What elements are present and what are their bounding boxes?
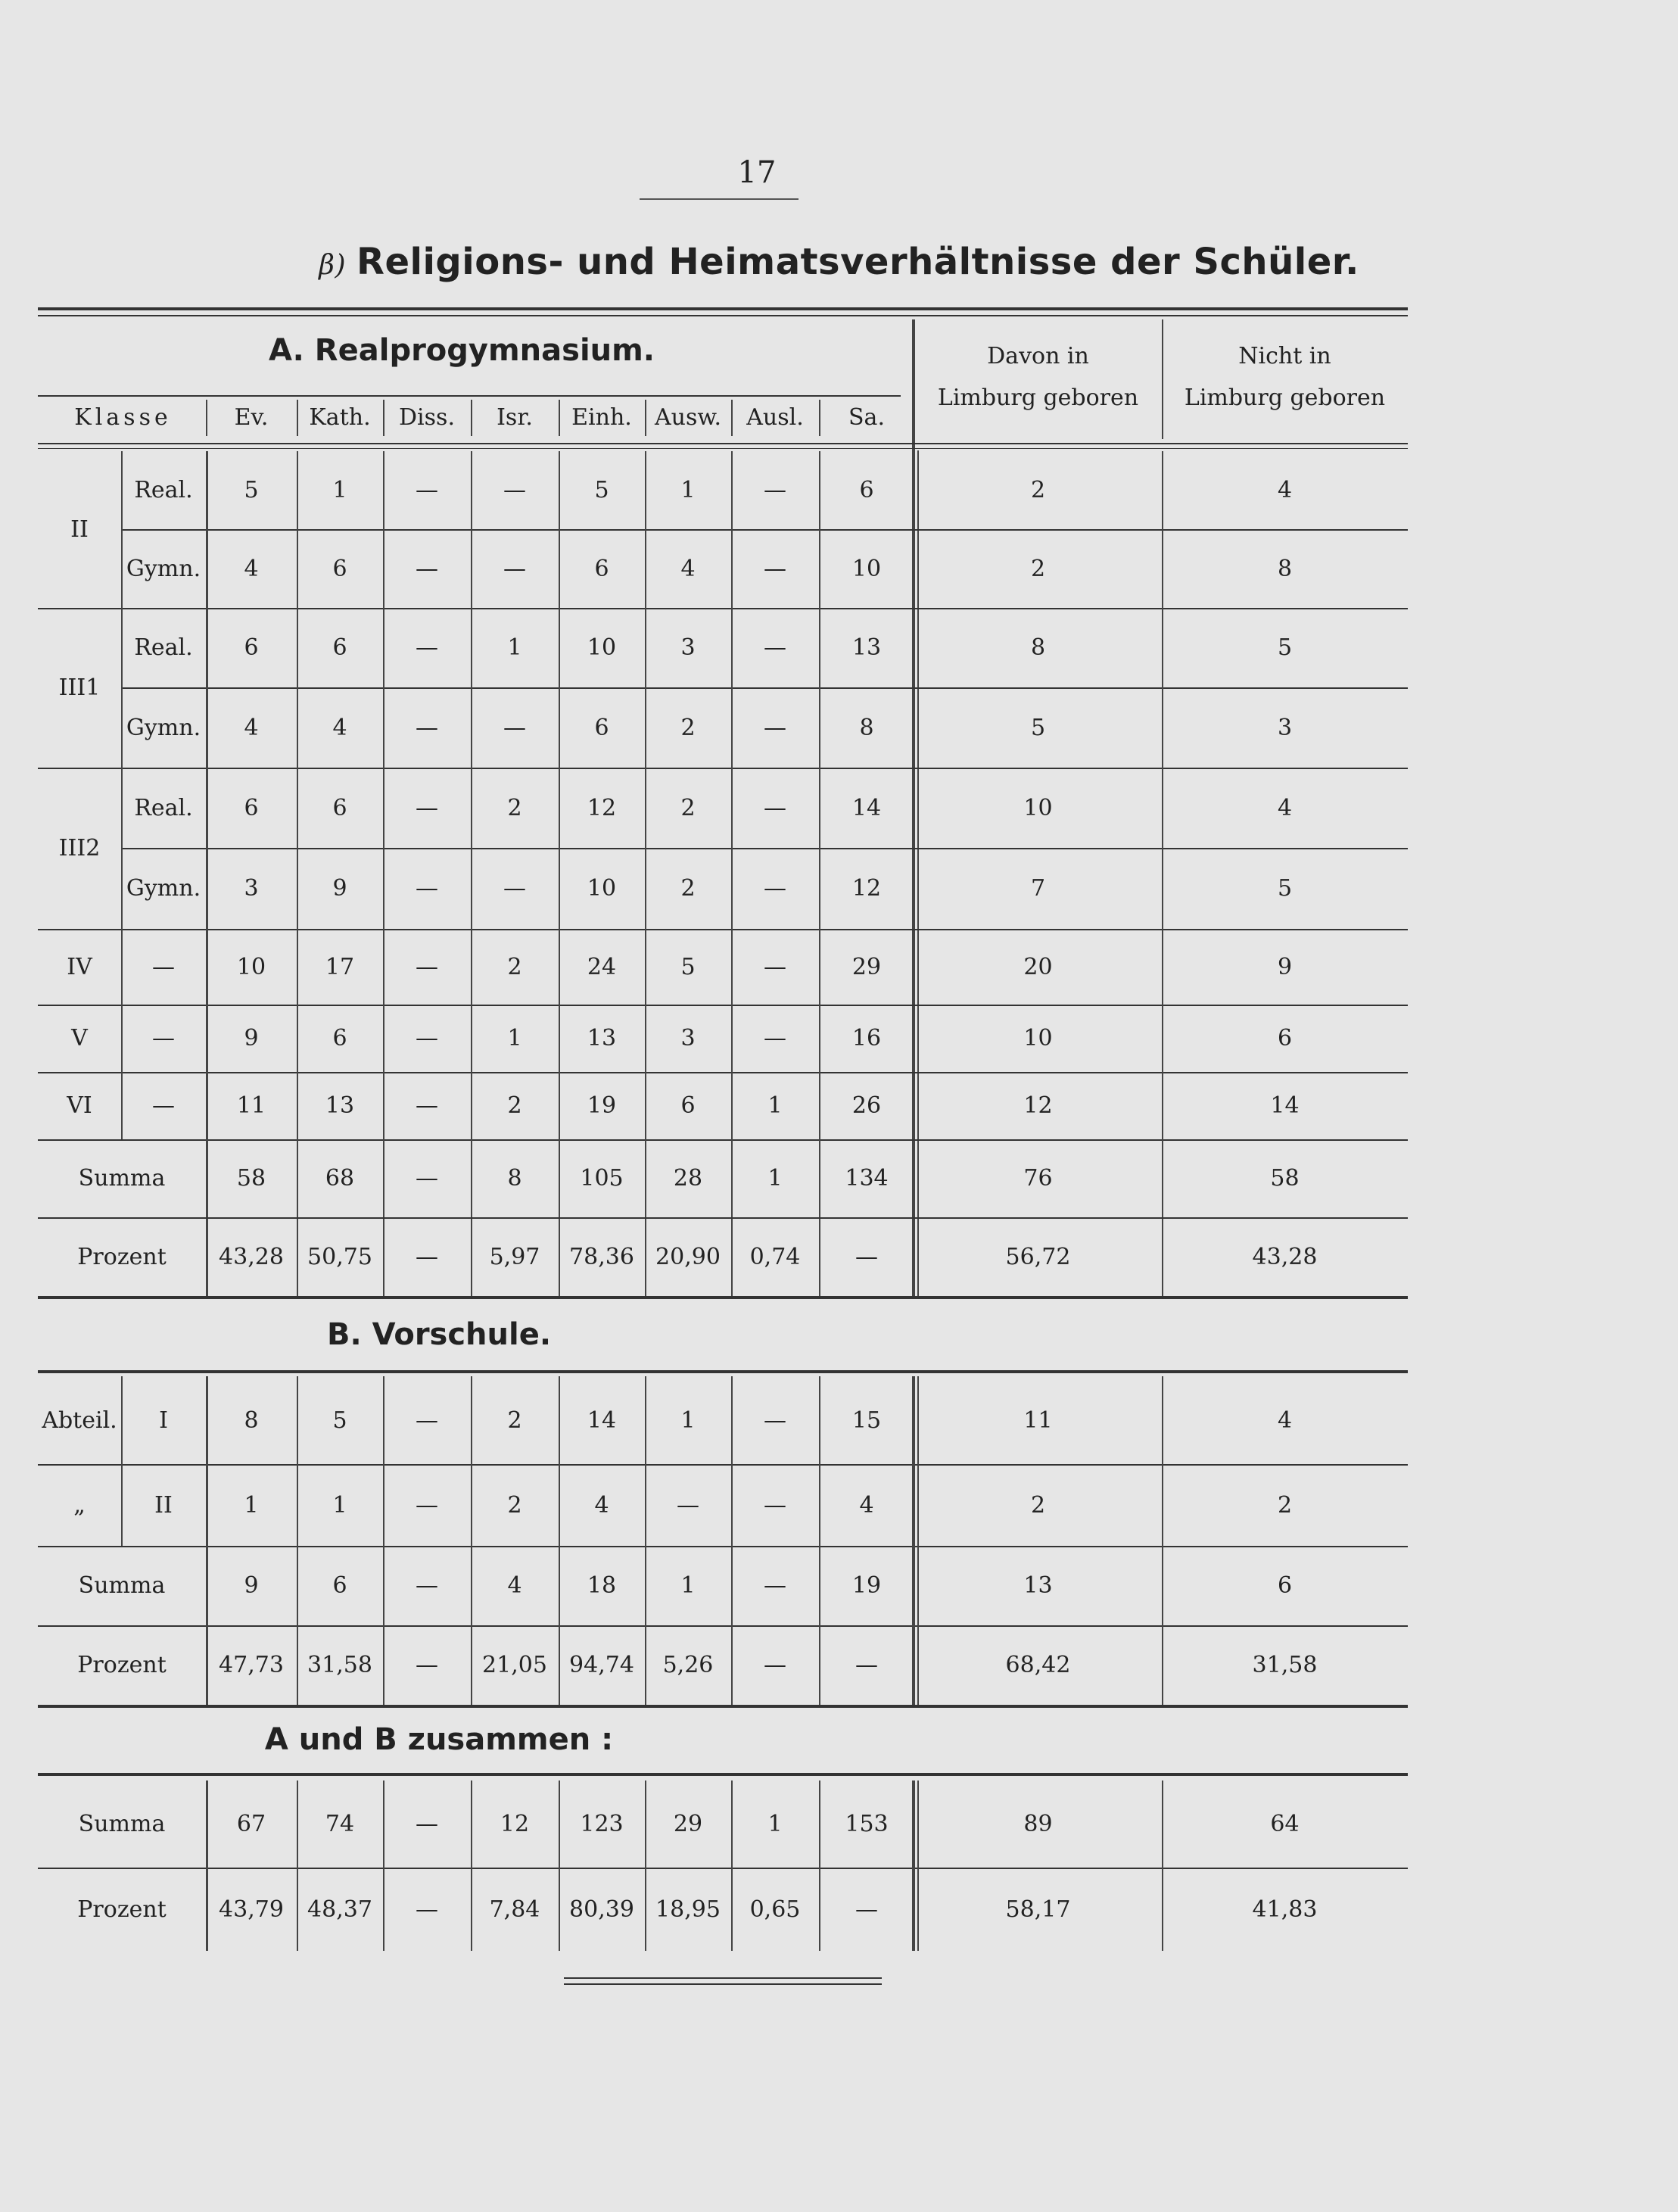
table-cell: 58 [1270, 1165, 1300, 1192]
table-cell: 78,36 [569, 1243, 634, 1270]
table-cell: 6 [332, 634, 347, 661]
row-class-label: IV [67, 953, 92, 980]
double-rule-right [917, 1781, 919, 1951]
table-cell: — [503, 477, 526, 503]
table-cell: 89 [1023, 1811, 1053, 1837]
table-cell: — [503, 555, 526, 582]
table-cell: 43,79 [219, 1896, 284, 1923]
table-cell: 5 [1277, 875, 1293, 902]
nicht-header-line1: Nicht in [1238, 342, 1331, 369]
page-title [0, 241, 1678, 283]
table-cell: 2 [507, 953, 522, 980]
group-rule [38, 608, 1408, 609]
table-cell: 31,58 [307, 1652, 372, 1678]
table-cell: 6 [332, 555, 347, 582]
column-header: Diss. [399, 403, 455, 431]
table-cell: 8 [1277, 555, 1293, 582]
row-subclass: Real. [134, 634, 193, 661]
table-cell: 2 [680, 794, 696, 821]
column-rule [731, 1376, 733, 1705]
table-cell: 13 [851, 634, 882, 661]
table-cell: 28 [673, 1165, 703, 1192]
table-cell: 10 [587, 875, 617, 902]
table-cell: 6 [1277, 1572, 1293, 1599]
table-cell: 0,65 [749, 1896, 801, 1923]
table-cell: 58,17 [1005, 1896, 1071, 1923]
row-class-label: „ [73, 1491, 86, 1519]
table-cell: 19 [851, 1572, 882, 1599]
table-cell: — [855, 1243, 878, 1270]
table-cell: — [764, 1025, 786, 1051]
row-subclass: — [152, 1025, 175, 1051]
header-divider [383, 400, 384, 436]
summa-label: Summa [78, 1165, 166, 1192]
section-b-top-rule [38, 1370, 1408, 1373]
table-cell: 9 [332, 875, 347, 902]
table-cell: 2 [1030, 555, 1046, 582]
davon-nicht-divider [1162, 319, 1163, 439]
table-cell: 10 [1023, 1025, 1053, 1051]
table-cell: — [855, 1896, 878, 1923]
table-cell: — [503, 714, 526, 741]
table-cell: — [764, 714, 786, 741]
table-cell: 20 [1023, 953, 1053, 980]
row-subclass: Gymn. [126, 555, 201, 582]
table-cell: 4 [507, 1572, 522, 1599]
prozent-label: Prozent [77, 1243, 167, 1270]
table-cell: 48,37 [307, 1896, 372, 1923]
row-class-label: Abteil. [42, 1407, 117, 1434]
column-header: Kath. [309, 403, 371, 431]
header-divider [645, 400, 646, 436]
table-cell: 6 [332, 1572, 347, 1599]
table-cell: 8 [507, 1165, 522, 1192]
double-rule-left [912, 1376, 915, 1705]
table-cell: — [503, 875, 526, 902]
section-c-top-rule [38, 1773, 1408, 1776]
table-cell: — [416, 1165, 438, 1192]
column-rule [297, 1781, 298, 1951]
table-cell: 6 [680, 1092, 696, 1119]
table-cell: 14 [587, 1407, 617, 1434]
table-cell: — [416, 1896, 438, 1923]
header-divider [471, 400, 472, 436]
column-header: Ev. [234, 403, 269, 431]
group-rule [38, 929, 1408, 930]
column-rule [383, 1376, 384, 1705]
table-cell: 4 [1277, 794, 1293, 821]
page-number-rule [640, 198, 799, 200]
table-cell: 10 [1023, 794, 1053, 821]
table-cell: 5 [1030, 714, 1046, 741]
table-cell: 29 [851, 953, 882, 980]
nicht-header-line2: Limburg geboren [1184, 384, 1386, 411]
table-cell: 19 [587, 1092, 617, 1119]
klasse-header: Klasse [74, 403, 172, 431]
table-cell: 11 [1023, 1407, 1053, 1434]
row-subclass: — [152, 1092, 175, 1119]
table-cell: 14 [1270, 1092, 1300, 1119]
table-cell: 2 [507, 1491, 522, 1519]
table-cell: — [416, 953, 438, 980]
table-cell: — [764, 477, 786, 503]
table-cell: 13 [325, 1092, 355, 1119]
column-rule [645, 1781, 646, 1951]
table-cell: 43,28 [1252, 1243, 1318, 1270]
table-cell: 1 [680, 477, 696, 503]
header-bottom-rule [38, 443, 1408, 444]
column-header: Isr. [497, 403, 533, 431]
table-cell: 6 [859, 477, 874, 503]
table-cell: 7,84 [489, 1896, 540, 1923]
row-class-label: II [70, 516, 89, 543]
table-cell: 7 [1030, 875, 1046, 902]
table-cell: 1 [332, 1491, 347, 1519]
table-cell: 2 [1030, 1491, 1046, 1519]
table-cell: — [764, 634, 786, 661]
table-cell: — [416, 714, 438, 741]
summa-label: Summa [78, 1572, 166, 1599]
table-cell: 29 [673, 1811, 703, 1837]
column-rule [471, 1376, 472, 1705]
table-cell: 5,97 [489, 1243, 540, 1270]
double-rule-right [917, 1376, 919, 1705]
row-class-label: III1 [58, 675, 101, 701]
table-cell: 2 [507, 794, 522, 821]
section-a-bottom-rule [38, 1296, 1408, 1299]
row-class-label: III2 [58, 835, 101, 861]
section-c-heading: A und B zusammen : [264, 1722, 614, 1757]
table-cell: 43,28 [219, 1243, 284, 1270]
table-cell: 14 [851, 794, 882, 821]
table-cell: 41,83 [1252, 1896, 1318, 1923]
table-cell: 12 [500, 1811, 530, 1837]
table-cell: 4 [244, 555, 259, 582]
row-rule [38, 1005, 1408, 1006]
table-cell: — [855, 1652, 878, 1678]
table-cell: 3 [680, 634, 696, 661]
table-cell: 68,42 [1005, 1652, 1071, 1678]
table-cell: 11 [236, 1092, 266, 1119]
table-cell: 6 [1277, 1025, 1293, 1051]
table-cell: — [416, 477, 438, 503]
table-cell: 2 [680, 714, 696, 741]
page-number: 17 [737, 155, 777, 190]
column-rule [206, 1781, 208, 1951]
table-cell: 5 [1277, 634, 1293, 661]
table-cell: 5 [594, 477, 609, 503]
table-cell: 4 [594, 1491, 609, 1519]
table-cell: 13 [1023, 1572, 1053, 1599]
group-rule [38, 768, 1408, 769]
bottom-rule [564, 1977, 882, 1979]
table-cell: 24 [587, 953, 617, 980]
table-cell: 1 [507, 1025, 522, 1051]
column-header: Einh. [571, 403, 632, 431]
table-cell: 4 [1277, 1407, 1293, 1434]
top-rule-thin [38, 315, 1408, 316]
table-cell: 94,74 [569, 1652, 634, 1678]
table-cell: 4 [332, 714, 347, 741]
table-cell: 4 [1277, 477, 1293, 503]
title-prefix: β) [319, 250, 346, 281]
table-cell: — [764, 1407, 786, 1434]
table-cell: 56,72 [1005, 1243, 1071, 1270]
row-subclass: Gymn. [126, 875, 201, 902]
table-cell: — [764, 794, 786, 821]
table-cell: — [416, 1407, 438, 1434]
table-cell: 12 [587, 794, 617, 821]
table-cell: 1 [680, 1407, 696, 1434]
table-cell: 153 [845, 1811, 889, 1837]
label-divider [121, 451, 123, 1139]
column-rule [297, 1376, 298, 1705]
table-cell: — [416, 1491, 438, 1519]
header-bottom-rule-thin [38, 448, 1408, 449]
table-cell: 10 [851, 555, 882, 582]
table-cell: 4 [680, 555, 696, 582]
row-subclass: Real. [134, 794, 193, 821]
table-cell: 1 [244, 1491, 259, 1519]
column-header: Ausw. [654, 403, 722, 431]
table-cell: 58 [236, 1165, 266, 1192]
table-cell: 1 [767, 1092, 783, 1119]
column-rule [559, 1376, 560, 1705]
table-cell: 2 [680, 875, 696, 902]
table-cell: — [416, 634, 438, 661]
section-a-heading: A. Realprogymnasium. [268, 333, 655, 368]
davon-nicht-divider [1162, 1781, 1163, 1951]
table-cell: 67 [236, 1811, 266, 1837]
table-cell: 6 [332, 1025, 347, 1051]
table-cell: 8 [244, 1407, 259, 1434]
table-cell: 134 [845, 1165, 889, 1192]
row-class-label: V [71, 1025, 88, 1051]
table-cell: 21,05 [482, 1652, 547, 1678]
davon-header-line1: Davon in [987, 342, 1089, 369]
davon-nicht-divider [1162, 1376, 1163, 1705]
table-cell: 26 [851, 1092, 882, 1119]
table-cell: — [764, 1652, 786, 1678]
label-divider [121, 1376, 123, 1546]
table-cell: 12 [851, 875, 882, 902]
table-cell: 64 [1270, 1811, 1300, 1837]
prozent-label: Prozent [77, 1652, 167, 1678]
table-cell: 15 [851, 1407, 882, 1434]
prozent-label: Prozent [77, 1896, 167, 1923]
table-cell: 50,75 [307, 1243, 372, 1270]
title-text: Religions- und Heimatsverhältnisse der Schüler. [356, 241, 1359, 283]
table-cell: — [416, 794, 438, 821]
row-subclass: — [152, 953, 175, 980]
table-cell: 2 [1277, 1491, 1293, 1519]
table-cell: 1 [767, 1811, 783, 1837]
table-cell: — [416, 1092, 438, 1119]
table-cell: 8 [859, 714, 874, 741]
summa-label: Summa [78, 1811, 166, 1837]
header-divider [206, 400, 207, 436]
table-cell: 3 [680, 1025, 696, 1051]
column-rule [819, 1781, 820, 1951]
table-cell: 1 [767, 1165, 783, 1192]
table-cell: 6 [332, 794, 347, 821]
table-cell: — [677, 1491, 699, 1519]
column-header: Sa. [848, 403, 885, 431]
bottom-rule [564, 1983, 882, 1985]
table-cell: 5 [332, 1407, 347, 1434]
table-cell: 10 [587, 634, 617, 661]
table-cell: 6 [594, 714, 609, 741]
table-cell: 2 [507, 1092, 522, 1119]
table-cell: 9 [1277, 953, 1293, 980]
top-rule [38, 307, 1408, 310]
davon-header-line2: Limburg geboren [937, 384, 1139, 411]
table-cell: 12 [1023, 1092, 1053, 1119]
table-cell: 76 [1023, 1165, 1053, 1192]
table-cell: 68 [325, 1165, 355, 1192]
table-cell: 18,95 [655, 1896, 721, 1923]
table-cell: — [764, 1572, 786, 1599]
header-divider [559, 400, 560, 436]
row-subclass: Gymn. [126, 714, 201, 741]
table-cell: 1 [507, 634, 522, 661]
column-rule [471, 1781, 472, 1951]
table-cell: — [416, 1572, 438, 1599]
table-cell: 4 [859, 1491, 874, 1519]
header-divider [297, 400, 298, 436]
table-cell: 5 [680, 953, 696, 980]
table-cell: — [416, 555, 438, 582]
double-rule-left [912, 1781, 915, 1951]
table-cell: 10 [236, 953, 266, 980]
table-cell: 6 [244, 634, 259, 661]
table-cell: — [764, 875, 786, 902]
table-cell: 123 [580, 1811, 624, 1837]
table-cell: 5 [244, 477, 259, 503]
table-cell: 18 [587, 1572, 617, 1599]
table-cell: — [764, 555, 786, 582]
table-cell: 3 [244, 875, 259, 902]
column-rule [731, 1781, 733, 1951]
table-cell: 2 [1030, 477, 1046, 503]
table-cell: 9 [244, 1572, 259, 1599]
table-cell: 13 [587, 1025, 617, 1051]
table-cell: — [416, 1025, 438, 1051]
table-cell: 9 [244, 1025, 259, 1051]
column-rule [645, 1376, 646, 1705]
row-subclass: II [154, 1491, 173, 1519]
row-rule [38, 1072, 1408, 1073]
table-cell: 2 [507, 1407, 522, 1434]
column-rule [206, 1376, 208, 1705]
table-cell: 16 [851, 1025, 882, 1051]
table-cell: — [416, 1811, 438, 1837]
table-cell: 1 [332, 477, 347, 503]
row-subclass: Real. [134, 477, 193, 503]
table-cell: 6 [594, 555, 609, 582]
table-cell: 17 [325, 953, 355, 980]
table-cell: 20,90 [655, 1243, 721, 1270]
table-cell: 8 [1030, 634, 1046, 661]
table-cell: 105 [580, 1165, 624, 1192]
row-class-label: VI [67, 1092, 92, 1119]
table-cell: 80,39 [569, 1896, 634, 1923]
header-divider [819, 400, 820, 436]
column-rule [383, 1781, 384, 1951]
table-cell: 31,58 [1252, 1652, 1318, 1678]
table-cell: 0,74 [749, 1243, 801, 1270]
table-cell: 1 [680, 1572, 696, 1599]
table-cell: 6 [244, 794, 259, 821]
table-cell: — [416, 1652, 438, 1678]
row-subclass: I [159, 1407, 168, 1434]
table-cell: 4 [244, 714, 259, 741]
table-cell: — [764, 953, 786, 980]
section-b-heading: B. Vorschule. [326, 1317, 552, 1352]
table-cell: 47,73 [219, 1652, 284, 1678]
table-cell: — [764, 1491, 786, 1519]
column-rule [819, 1376, 820, 1705]
table-cell: 3 [1277, 714, 1293, 741]
table-cell: — [416, 1243, 438, 1270]
table-cell: 74 [325, 1811, 355, 1837]
column-header: Ausl. [746, 403, 804, 431]
table-cell: — [416, 875, 438, 902]
column-rule [559, 1781, 560, 1951]
header-divider [731, 400, 733, 436]
table-cell: 5,26 [662, 1652, 714, 1678]
section-b-bottom-rule [38, 1705, 1408, 1708]
